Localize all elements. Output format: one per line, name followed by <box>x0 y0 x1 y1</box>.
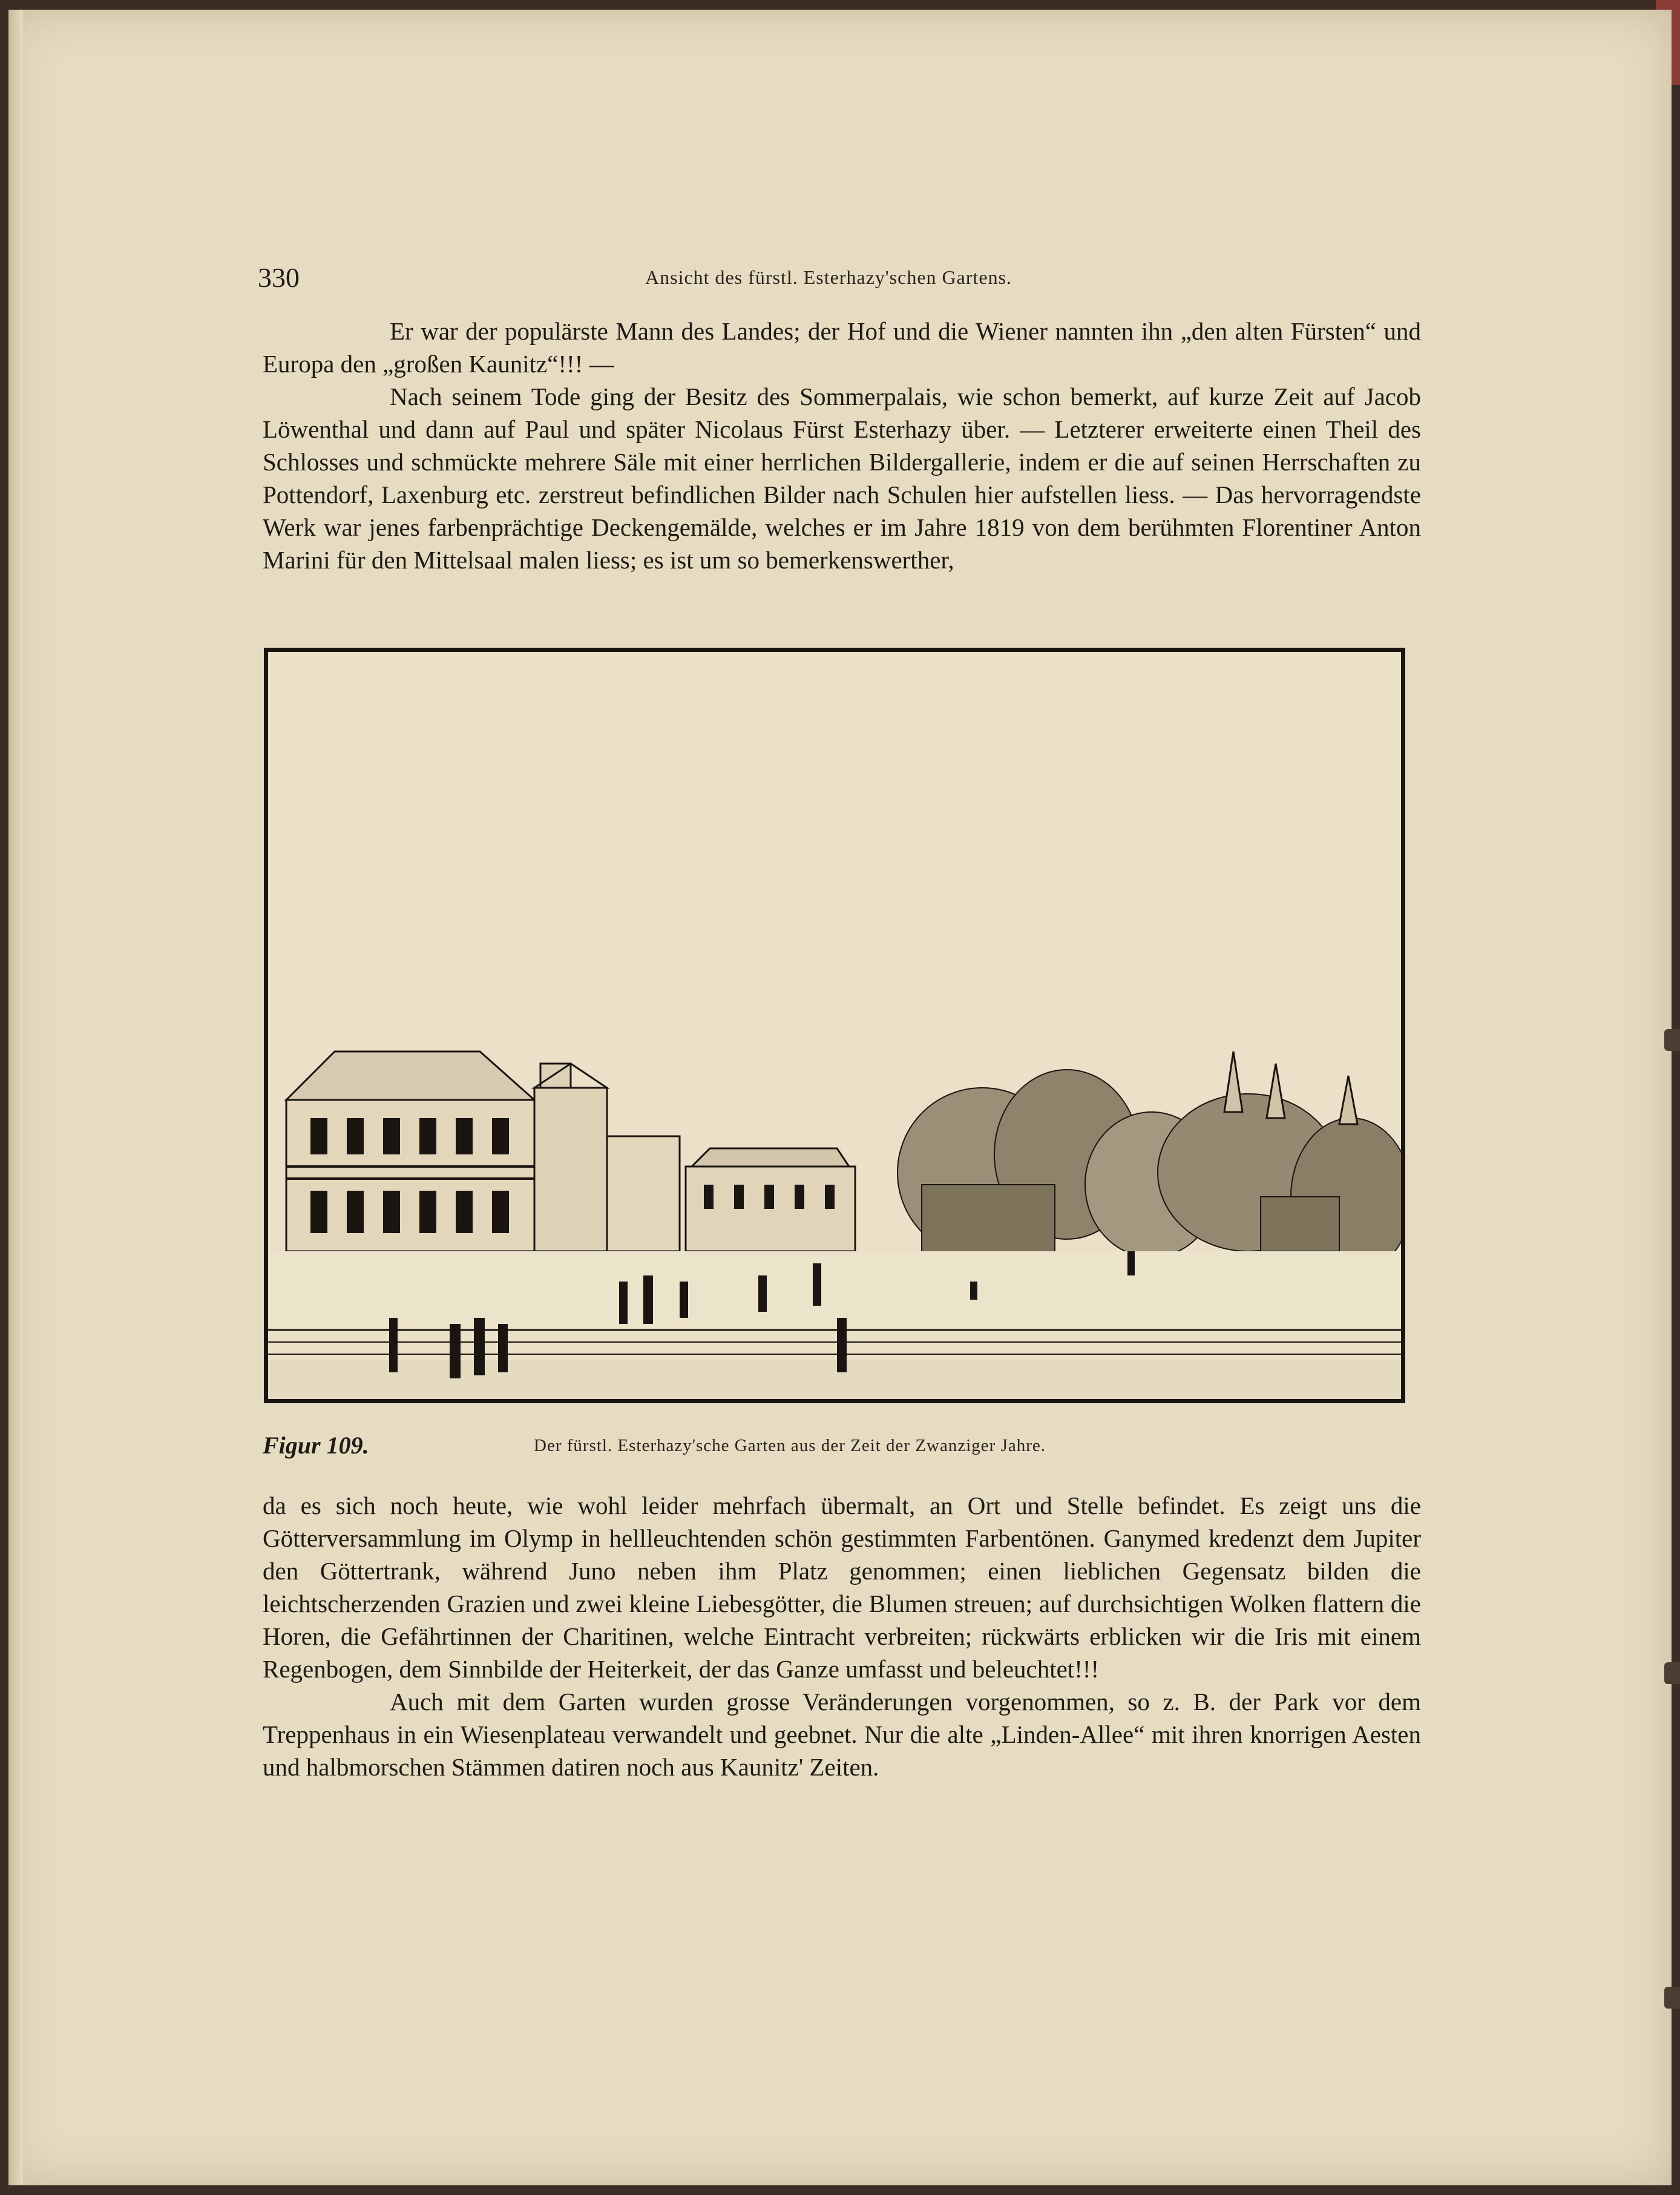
paragraph: da es sich noch heute, wie wohl leider mehrfach übermalt, an Ort und Stelle befindet. Es zeigt uns die Götterversammlung im Olymp in hellleuchtenden schön gestimmten Farbentönen. Ganymed kredenzt dem Jupiter den Göttertrank, während Juno neben ihm Platz genommen; einen lieblichen Gegensatz bilden die leichtscherzenden Grazien und zwei kleine Liebesgötter, die Blumen streuen; auf durchsichtigen Wolken flattern die Horen, die Gefährtinnen der Charitinen, welche Eintracht verbreiten; rückwärts erblicken wir die Iris mit einem Regenbogen, dem Sinnbilde der Heiterkeit, der das Ganze umfasst und beleuchtet!!! <box>263 1492 1421 1683</box>
page-gutter-shadow <box>8 10 23 2185</box>
running-head <box>258 262 1417 298</box>
paragraph: Nach seinem Tode ging der Besitz des Sommerpalais, wie schon bemerkt, auf kurze Zeit auf Jacob Löwenthal und dann auf Paul und später Nicolaus Fürst Esterhazy über. — Letzterer erweiterte einen Theil des Schlosses und schmückte mehrere Säle mit einer herrlichen Bildergallerie, indem er die auf seinen Herrschaften zu Pottendorf, Laxenburg etc. zerstreut befindlichen Bilder nach Schulen hier aufstellen liess. — Das hervorragendste Werk war jenes farbenprächtige Deckengemälde, welches er im Jahre 1819 von dem berühmten Florentiner Anton Marini für den Mittelsaal malen liess; es ist um so bemerkenswerther, <box>263 383 1421 574</box>
running-head-title: Ansicht des fürstl. Esterhazy'schen Gartens. <box>645 266 1012 288</box>
page-tab-marker <box>1664 1029 1680 1051</box>
figure-caption <box>263 1431 1421 1461</box>
body-text-bottom <box>263 1489 1421 1783</box>
paragraph: Er war der populärste Mann des Landes; der Hof und die Wiener nannten ihn „den alten Fürsten“ und Europa den „großen Kaunitz“!!! — <box>263 317 1421 378</box>
body-text-top <box>263 315 1421 576</box>
page-tab-marker <box>1664 1662 1680 1684</box>
figure-caption-text: Der fürstl. Esterhazy'sche Garten aus der Zeit der Zwanziger Jahre. <box>534 1436 1046 1455</box>
courtyard-ground <box>268 1251 1401 1399</box>
page-number: 330 <box>258 262 300 293</box>
paragraph: Auch mit dem Garten wurden grosse Veränderungen vorgenommen, so z. B. der Park vor dem Treppenhaus in ein Wiesenplateau verwandelt und geebnet. Nur die alte „Linden-Allee“ mit ihren knorrigen Aesten und halbmorschen Stämmen datiren noch aus Kaunitz' Zeiten. <box>263 1688 1421 1781</box>
engraving-figure <box>264 648 1405 1403</box>
page-tab-marker <box>1664 1987 1680 2009</box>
garden-engraving-illustration <box>268 652 1401 1399</box>
figure-label: Figur 109. <box>263 1432 369 1459</box>
